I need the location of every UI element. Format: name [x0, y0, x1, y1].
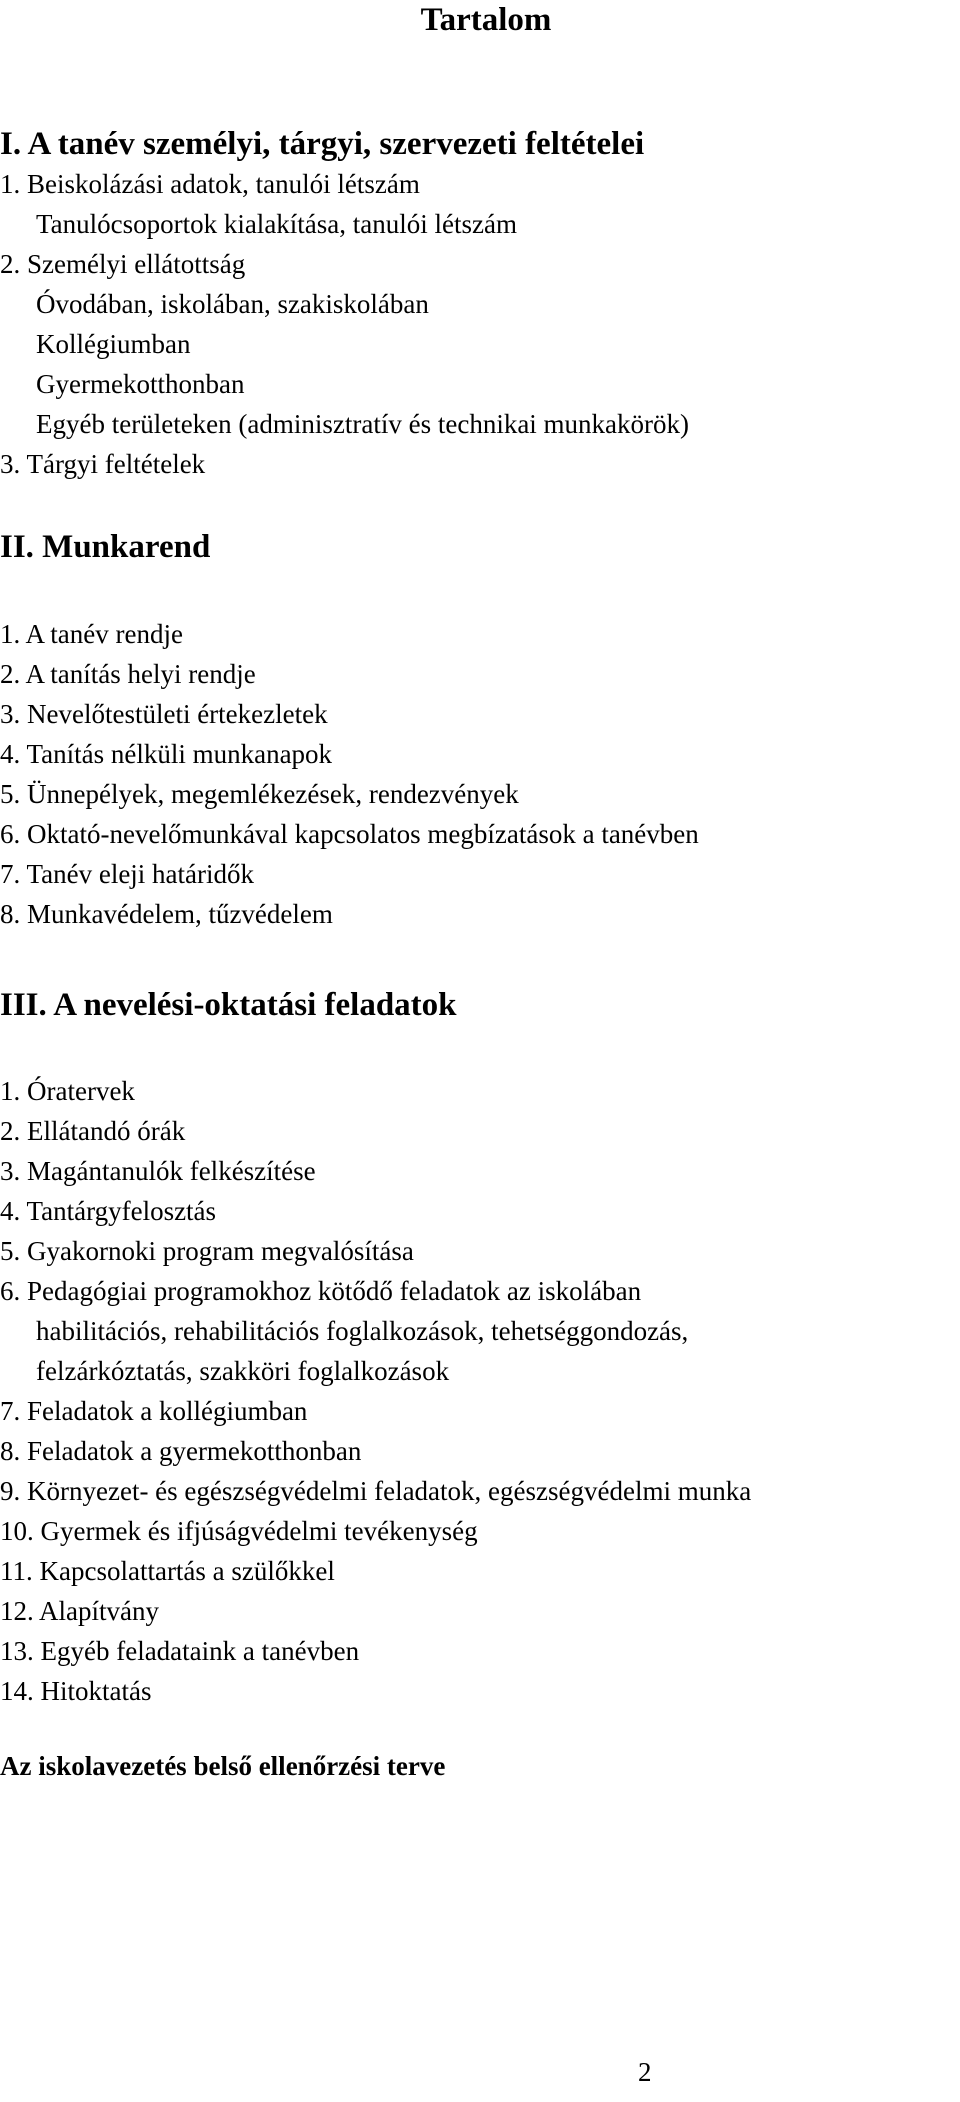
list-item: 8. Feladatok a gyermekotthonban	[0, 1436, 362, 1466]
list-item: 12. Alapítvány	[0, 1596, 159, 1626]
list-item: 13. Egyéb feladataink a tanévben	[0, 1636, 360, 1666]
list-item: felzárkóztatás, szakköri foglalkozások	[36, 1356, 450, 1386]
list-item: 3. Magántanulók felkészítése	[0, 1156, 316, 1186]
list-item: 3. Tárgyi feltételek	[0, 449, 206, 479]
list-item: 2. Személyi ellátottság	[0, 249, 246, 279]
list-item: Egyéb területeken (adminisztratív és technikai munkakörök)	[36, 409, 690, 439]
list-item: 2. Ellátandó órák	[0, 1116, 186, 1146]
list-item: 2. A tanítás helyi rendje	[0, 659, 256, 689]
section-3-heading: III. A nevelési-oktatási feladatok	[0, 987, 457, 1023]
section-3-list	[0, 1071, 960, 1711]
list-item: 7. Feladatok a kollégiumban	[0, 1396, 308, 1426]
list-item: 5. Ünnepélyek, megemlékezések, rendezvények	[0, 779, 519, 809]
list-item: 1. A tanév rendje	[0, 619, 183, 649]
list-item: 6. Oktató-nevelőmunkával kapcsolatos megbízatások a tanévben	[0, 819, 699, 849]
list-item: Tanulócsoportok kialakítása, tanulói létszám	[36, 209, 517, 239]
page-number: 2	[638, 2057, 652, 2087]
page-title: Tartalom	[420, 2, 552, 38]
section-2-heading: II. Munkarend	[0, 529, 211, 565]
list-item: 9. Környezet- és egészségvédelmi feladatok, egészségvédelmi munka	[0, 1476, 752, 1506]
list-item: 4. Tantárgyfelosztás	[0, 1196, 217, 1226]
list-item: 1. Beiskolázási adatok, tanulói létszám	[0, 169, 420, 199]
section-1-list	[0, 164, 960, 484]
list-item: 6. Pedagógiai programokhoz kötődő feladatok az iskolában	[0, 1276, 642, 1306]
list-item: habilitációs, rehabilitációs foglalkozások, tehetséggondozás,	[36, 1316, 689, 1346]
list-item: Óvodában, iskolában, szakiskolában	[36, 289, 429, 319]
list-item: 5. Gyakornoki program megvalósítása	[0, 1236, 414, 1266]
list-item: 11. Kapcsolattartás a szülőkkel	[0, 1556, 335, 1586]
list-item: 4. Tanítás nélküli munkanapok	[0, 739, 333, 769]
list-item: Kollégiumban	[36, 329, 191, 359]
list-item: 10. Gyermek és ifjúságvédelmi tevékenység	[0, 1516, 478, 1546]
section-1-heading: I. A tanév személyi, tárgyi, szervezeti feltételei	[0, 126, 645, 162]
section-4-heading: Az iskolavezetés belső ellenőrzési terve	[0, 1751, 446, 1781]
list-item: 14. Hitoktatás	[0, 1676, 152, 1706]
list-item: 8. Munkavédelem, tűzvédelem	[0, 899, 333, 929]
list-item: 1. Óratervek	[0, 1076, 135, 1106]
list-item: Gyermekotthonban	[36, 369, 245, 399]
section-2-list	[0, 614, 960, 934]
list-item: 3. Nevelőtestületi értekezletek	[0, 699, 328, 729]
list-item: 7. Tanév eleji határidők	[0, 859, 255, 889]
